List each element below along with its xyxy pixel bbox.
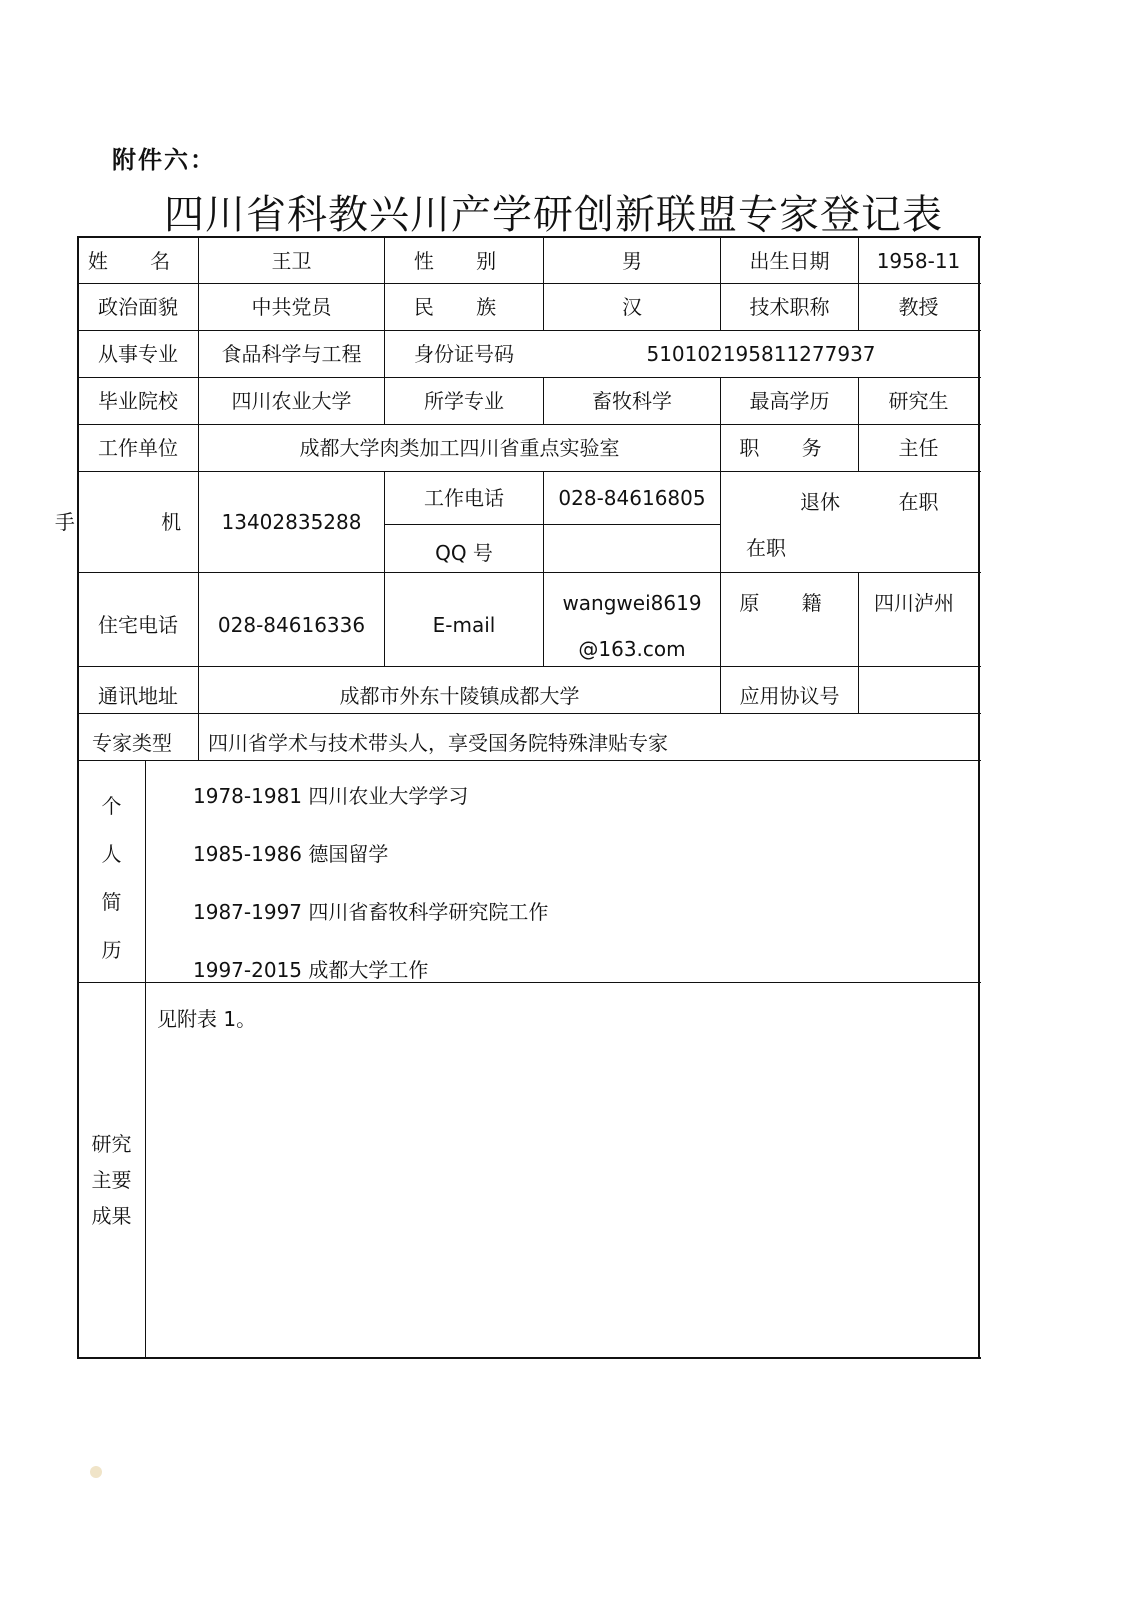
form-title: 四川省科教兴川产学研创新联盟专家登记表 [164, 192, 943, 238]
id-label: 身份证号码 [414, 342, 514, 366]
table-border-right [978, 236, 980, 1358]
gender-value: 男 [622, 248, 642, 273]
school-label: 毕业院校 [98, 389, 178, 413]
birth-value: 1958-11 [876, 248, 961, 273]
in-service-label: 在职 [746, 536, 786, 560]
origin-value: 四川泸州 [874, 591, 954, 615]
ethnic-label: 民 族 [413, 295, 515, 319]
work-phone-label: 工作电话 [424, 486, 504, 510]
research-content: 见附表 1。 [157, 1007, 257, 1031]
address-label: 通讯地址 [98, 684, 178, 708]
ethnic-value: 汉 [622, 295, 642, 319]
col-line [145, 760, 146, 1358]
expert-type-label: 专家类型 [92, 731, 172, 755]
employer-value: 成都大学肉类加工四川省重点实验室 [299, 436, 620, 460]
origin-label: 原 籍 [739, 591, 840, 615]
email-value-line1: wangwei8619 [562, 591, 702, 615]
resume-entry: 1978-1981 四川农业大学学习 [193, 784, 469, 808]
birth-label: 出生日期 [749, 248, 830, 273]
table-border-bottom [77, 1357, 981, 1359]
email-label: E-mail [432, 613, 496, 637]
home-phone-label: 住宅电话 [98, 613, 178, 637]
id-value: 510102195811277937 [646, 342, 876, 366]
employer-label: 工作单位 [98, 436, 178, 460]
political-value: 中共党员 [251, 295, 332, 319]
agreement-value [859, 673, 978, 719]
studied-value: 畜牧科学 [592, 389, 672, 413]
tech-title-value: 教授 [898, 295, 939, 319]
major-value: 食品科学与工程 [221, 342, 362, 366]
resume-entry: 1985-1986 德国留学 [193, 842, 389, 866]
work-phone-value: 028-84616805 [558, 486, 706, 510]
col-line [198, 713, 199, 760]
degree-label: 最高学历 [749, 389, 830, 413]
qq-label: QQ 号 [435, 541, 493, 565]
status-value: 在职 [898, 490, 939, 514]
mobile-value: 13402835288 [221, 510, 362, 534]
position-label: 职 务 [739, 436, 840, 460]
expert-type-value: 四川省学术与技术带头人，享受国务院特殊津贴专家 [208, 731, 668, 755]
qq-value [544, 525, 720, 572]
agreement-label: 应用协议号 [739, 684, 840, 708]
major-label: 从事专业 [98, 342, 178, 366]
resume-label: 个 人 简 历 [101, 794, 122, 962]
tech-title-label: 技术职称 [749, 295, 830, 319]
political-label: 政治面貌 [98, 295, 178, 319]
resume-entry: 1997-2015 成都大学工作 [193, 958, 429, 982]
research-label: 研究 主要 成果 [91, 1132, 132, 1228]
gender-label: 性 别 [413, 248, 515, 273]
paper-speck [90, 1466, 102, 1478]
degree-value: 研究生 [888, 389, 949, 413]
retire-label: 退休 [800, 490, 840, 514]
position-value: 主任 [898, 436, 939, 460]
school-value: 四川农业大学 [231, 389, 352, 413]
home-phone-value: 028-84616336 [217, 613, 366, 637]
address-value: 成都市外东十陵镇成都大学 [339, 684, 580, 708]
name-label: 姓 名 [87, 248, 189, 273]
attachment-label: 附件六： [112, 146, 216, 174]
name-value: 王卫 [271, 248, 312, 273]
email-value-line2: @163.com [578, 637, 686, 661]
studied-label: 所学专业 [424, 389, 504, 413]
mobile-label: 手 机 [54, 510, 222, 534]
resume-entry: 1987-1997 四川省畜牧科学研究院工作 [193, 900, 549, 924]
